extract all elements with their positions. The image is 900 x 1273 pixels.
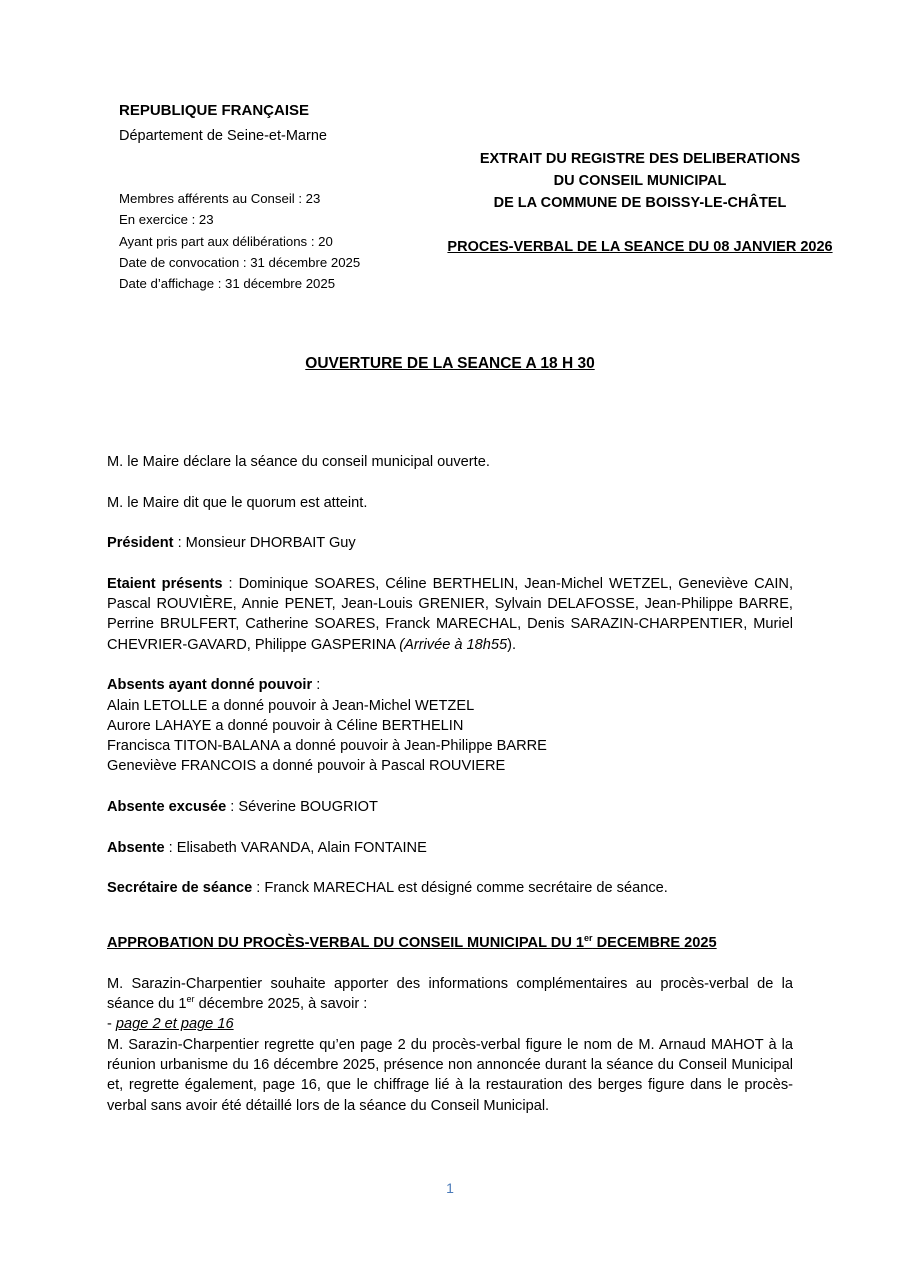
page-number: 1 [446, 1180, 454, 1196]
council-stats [119, 188, 439, 294]
stat-convocation-date: Date de convocation : 31 décembre 2025 [119, 254, 361, 270]
absent-label: Absente [107, 839, 165, 856]
proxy-item: Francisca TITON-BALANA a donné pouvoir à Jean-Philippe BARRE [107, 738, 547, 755]
approval-section-title [107, 933, 793, 953]
approval-list-item [107, 1014, 793, 1034]
presents-value: : Dominique SOARES, Céline BERTHELIN, Jean-Michel WETZEL, Geneviève CAIN, Pascal ROUVIÈRE, Annie PENET, Jean-Louis GRENIER, Sylvain DELAFOSSE, Jean-Philippe BARRE, Perrine BRULFERT, Catherine SOARES, Franck MARECHAL, Denis SARAZIN-CHARPENTIER, Muriel CHEVRIER-GAVARD, Philippe GASPERINA [107, 575, 794, 653]
register-extract-title [430, 148, 850, 214]
secretary-label: Secrétaire de séance [107, 880, 253, 897]
extract-line: DE LA COMMUNE DE BOISSY-LE-CHÂTEL [493, 195, 787, 211]
stat-members: Membres afférents au Conseil : 23 [119, 191, 321, 206]
presents-note: (Arrivée à 18h55 [399, 636, 508, 653]
approval-title-end: DECEMBRE 2025 [592, 934, 717, 951]
department-name: Département de Seine-et-Marne [119, 128, 327, 144]
list-item-text: page 2 et page 16 [115, 1016, 234, 1033]
proxy-item: Aurore LAHAYE a donné pouvoir à Céline BERTHELIN [107, 717, 464, 734]
presents-label: Etaient présents [107, 575, 223, 592]
absents-proxy-heading [107, 675, 793, 695]
list-dash: - [107, 1016, 116, 1033]
extract-line: EXTRAIT DU REGISTRE DES DELIBERATIONS [479, 151, 801, 167]
approval-intro-sup: er [186, 994, 195, 1005]
approval-intro [107, 974, 793, 1015]
excused-value: : Séverine BOUGRIOT [226, 799, 378, 816]
excused-label: Absente excusée [107, 799, 227, 816]
paragraph-quorum: M. le Maire dit que le quorum est atteint. [107, 494, 368, 511]
document-body [107, 452, 793, 1116]
excused-line [107, 797, 793, 817]
approval-title-text: APPROBATION DU PROCÈS-VERBAL DU CONSEIL MUNICIPAL DU 1 [107, 934, 585, 951]
minutes-title: PROCES-VERBAL DE LA SEANCE DU 08 JANVIER 2026 [447, 239, 833, 255]
absents-proxy-label: Absents ayant donné pouvoir [107, 677, 313, 694]
secretary-line [107, 878, 793, 898]
proxy-item: Geneviève FRANCOIS a donné pouvoir à Pascal ROUVIERE [107, 758, 506, 775]
extract-line: DU CONSEIL MUNICIPAL [553, 173, 727, 189]
approval-intro-end: décembre 2025, à savoir : [194, 996, 368, 1013]
absent-value: : Elisabeth VARANDA, Alain FONTAINE [164, 839, 427, 856]
proxy-item: Alain LETOLLE a donné pouvoir à Jean-Michel WETZEL [107, 697, 475, 714]
president-line [107, 533, 793, 553]
stat-participants: Ayant pris part aux délibérations : 20 [119, 233, 333, 249]
approval-title-sup: er [584, 932, 593, 943]
absents-with-proxy [107, 675, 793, 776]
president-value: : Monsieur DHORBAIT Guy [173, 535, 356, 552]
approval-text [107, 974, 793, 1116]
presents-end: ). [507, 636, 517, 653]
stat-in-office: En exercice : 23 [119, 212, 214, 228]
paragraph-opening: M. le Maire déclare la séance du conseil municipal ouverte. [107, 454, 490, 470]
absents-proxy-suffix: : [312, 677, 321, 694]
absent-line [107, 838, 793, 858]
header-left [119, 101, 439, 146]
approval-details: M. Sarazin-Charpentier regrette qu’en page 2 du procès-verbal figure le nom de M. Arnaud MAHOT à la réunion urbanisme du 16 décembre 2025, présence non annoncée durant la séance du Conseil Municipal et, regrette également, page 16, que le chiffrage lié à la restauration des berges figure dans le procès-verbal sans avoir été détaillé lors de la séance du Conseil Municipal. [107, 1036, 793, 1114]
president-label: Président [107, 535, 174, 552]
presents-paragraph [107, 574, 793, 655]
stat-posting-date: Date d’affichage : 31 décembre 2025 [119, 276, 336, 292]
opening-title: OUVERTURE DE LA SEANCE A 18 H 30 [305, 355, 595, 372]
republic-title: REPUBLIQUE FRANÇAISE [119, 102, 310, 119]
secretary-value: : Franck MARECHAL est désigné comme secrétaire de séance. [252, 880, 668, 897]
approval-intro-text: M. Sarazin-Charpentier souhaite apporter des informations complémentaires au procès-verbal de la séance du 1 [107, 975, 793, 1013]
